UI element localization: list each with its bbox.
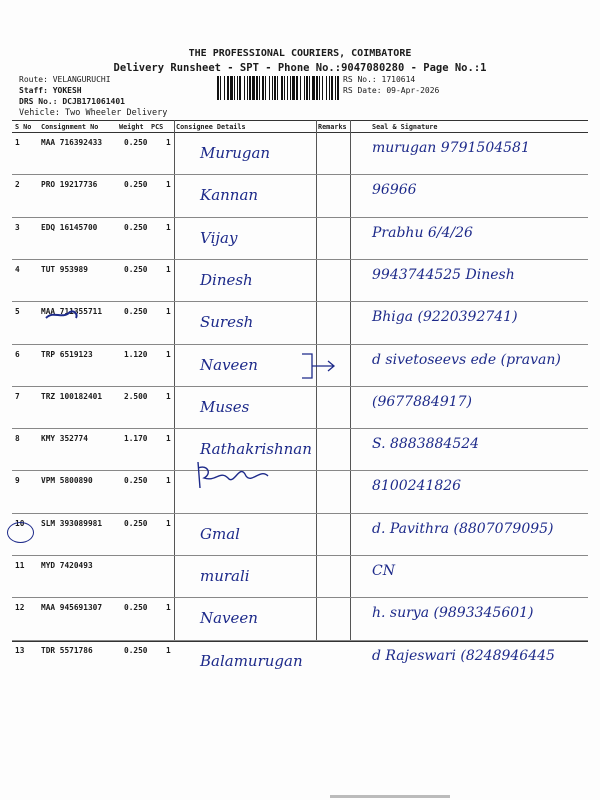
- barcode-bar: [262, 76, 264, 100]
- barcode-bar: [274, 76, 276, 100]
- barcode-bar: [296, 76, 298, 100]
- handwritten-signature: 9943744525 Dinesh: [372, 267, 515, 283]
- row-pcs: 1: [166, 519, 171, 528]
- row-separator: [12, 259, 588, 260]
- consignment-scribble-mark: [44, 308, 80, 322]
- staff-text: Staff: YOKESH: [19, 86, 82, 95]
- row-weight: 0.250: [124, 603, 148, 612]
- col-header-weight: Weight: [119, 123, 144, 131]
- row-9-signature-scribble: [194, 458, 272, 494]
- barcode-bar: [256, 76, 258, 100]
- row-pcs: 1: [166, 646, 171, 655]
- row-pcs: 1: [166, 307, 171, 316]
- barcode-bar: [326, 76, 327, 100]
- meta-right: [343, 74, 439, 96]
- row-consignment-no: EDQ 16145700: [41, 223, 98, 232]
- row-sno: 4: [15, 265, 20, 274]
- barcode-bar: [319, 76, 320, 100]
- barcode-bar: [322, 76, 323, 100]
- barcode-bar: [292, 76, 295, 100]
- handwritten-signature: S. 8883884524: [372, 436, 480, 452]
- row-pcs: 1: [166, 392, 171, 401]
- barcode-bar: [281, 76, 283, 100]
- consignee-handwritten-name: Vijay: [200, 229, 238, 247]
- consignee-handwritten-name: Balamurugan: [200, 652, 303, 670]
- row-weight: 1.120: [124, 350, 148, 359]
- barcode-bar: [316, 76, 318, 100]
- col-header-sno: S No: [15, 123, 32, 131]
- row-sno: 3: [15, 223, 20, 232]
- barcode-bar: [227, 76, 229, 100]
- row-pcs: 1: [166, 476, 171, 485]
- barcode-bar: [247, 76, 248, 100]
- row-separator: [12, 386, 588, 387]
- barcode-bar: [287, 76, 288, 100]
- col-header-consignment: Consignment No: [41, 123, 99, 131]
- row-sno: 2: [15, 180, 20, 189]
- row-sno: 7: [15, 392, 20, 401]
- barcode-bar: [230, 76, 233, 100]
- barcode-bar: [284, 76, 285, 100]
- consignee-handwritten-name: Suresh: [200, 313, 254, 331]
- row-sno: 1: [15, 138, 20, 147]
- barcode-bar: [217, 76, 219, 100]
- barcode-bar: [290, 76, 291, 100]
- barcode-bar: [220, 76, 221, 100]
- row-weight: 0.250: [124, 646, 148, 655]
- row-consignment-no: MAA 945691307: [41, 603, 103, 612]
- table-bottom-rule: [12, 641, 588, 642]
- row-sno: 8: [15, 434, 20, 443]
- consignee-handwritten-name: Murugan: [200, 144, 271, 162]
- row-sno: 11: [15, 561, 25, 570]
- handwritten-signature: 8100241826: [372, 478, 462, 494]
- barcode-bar: [234, 76, 235, 100]
- row-separator: [12, 217, 588, 218]
- consignee-handwritten-name: Naveen: [200, 609, 258, 627]
- barcode-bar: [249, 76, 251, 100]
- handwritten-signature: h. surya (9893345601): [372, 605, 534, 621]
- consignee-handwritten-name: murali: [200, 567, 250, 585]
- row-sno: 13: [15, 646, 25, 655]
- barcode-bar: [244, 76, 245, 100]
- col-header-seal: Seal & Signature: [372, 123, 438, 131]
- row-consignment-no: MAA 711355711: [41, 307, 103, 316]
- barcode-bar: [304, 76, 305, 100]
- handwritten-signature: 96966: [372, 182, 417, 198]
- row-consignment-no: TRP 6519123: [41, 350, 93, 359]
- row-separator: [12, 428, 588, 429]
- row-weight: 0.250: [124, 138, 148, 147]
- row-consignment-no: PRO 19217736: [41, 180, 98, 189]
- barcode-bar: [224, 76, 225, 100]
- consignee-handwritten-name: Muses: [200, 398, 250, 416]
- row-separator: [12, 301, 588, 302]
- row-sno: 6: [15, 350, 20, 359]
- vehicle-text: Vehicle: Two Wheeler Delivery: [19, 108, 168, 118]
- row-weight: 0.250: [124, 476, 148, 485]
- row-consignment-no: TDR 5571786: [41, 646, 93, 655]
- header-bottom-rule: [12, 132, 588, 133]
- barcode-graphic: [217, 76, 339, 100]
- row-consignment-no: TRZ 100182401: [41, 392, 103, 401]
- row-weight: 1.170: [124, 434, 148, 443]
- row-consignment-no: MYD 7420493: [41, 561, 93, 570]
- route-text: Route: VELANGURUCHI: [19, 75, 111, 84]
- barcode-bar: [239, 76, 241, 100]
- barcode-bar: [272, 76, 273, 100]
- row-separator: [12, 597, 588, 598]
- row-weight: 2.500: [124, 392, 148, 401]
- row-consignment-no: TUT 953989: [41, 265, 88, 274]
- col-header-consignee: Consignee Details: [176, 123, 246, 131]
- row-consignment-no: MAA 716392433: [41, 138, 103, 147]
- row-separator: [12, 174, 588, 175]
- handwritten-signature: (9677884917): [372, 394, 472, 410]
- row-weight: 0.250: [124, 307, 148, 316]
- barcode-bar: [300, 76, 301, 100]
- col-header-remarks: Remarks: [318, 123, 347, 131]
- row-separator: [12, 344, 588, 345]
- row-sno: 9: [15, 476, 20, 485]
- row-pcs: 1: [166, 350, 171, 359]
- row-weight: 0.250: [124, 519, 148, 528]
- row-separator: [12, 513, 588, 514]
- barcode-bar: [237, 76, 238, 100]
- consignee-handwritten-name: Dinesh: [200, 271, 253, 289]
- handwritten-signature: d. Pavithra (8807079095): [372, 521, 554, 537]
- barcode-bar: [306, 76, 308, 100]
- footer-mark: [330, 795, 450, 798]
- row-consignment-no: SLM 393089981: [41, 519, 103, 528]
- row-separator: [12, 555, 588, 556]
- barcode-bar: [331, 76, 333, 100]
- handwritten-signature: murugan 9791504581: [372, 140, 530, 156]
- col-header-pcs: PCS: [151, 123, 164, 131]
- row-consignment-no: VPM 5800890: [41, 476, 93, 485]
- rs-no-text: RS No.: 1710614: [343, 75, 416, 84]
- handwritten-signature: d sivetoseevs ede (pravan): [372, 352, 561, 368]
- runsheet-subtitle: Delivery Runsheet - SPT - Phone No.:9047080280 - Page No.:1: [113, 62, 487, 74]
- barcode-bar: [335, 76, 336, 100]
- barcode-bar: [329, 76, 330, 100]
- row-pcs: 1: [166, 180, 171, 189]
- row-sno: 10: [15, 519, 25, 528]
- row-sno: 5: [15, 307, 20, 316]
- meta-left: [19, 74, 125, 107]
- row-weight: 0.250: [124, 180, 148, 189]
- row-sno: 12: [15, 603, 25, 612]
- row-weight: 0.250: [124, 223, 148, 232]
- ink-circle-row-11: [7, 522, 34, 543]
- barcode-bar: [277, 76, 278, 100]
- drs-text: DRS No.: DCJB171061401: [19, 97, 125, 106]
- col-divider-consignee: [174, 120, 175, 641]
- barcode-bar: [269, 76, 270, 100]
- handwritten-signature: CN: [372, 563, 395, 579]
- row-pcs: 1: [166, 223, 171, 232]
- consignee-handwritten-name: Gmal: [200, 525, 240, 543]
- barcode-bar: [259, 76, 260, 100]
- rs-date-text: RS Date: 09-Apr-2026: [343, 86, 440, 95]
- header-top-rule: [12, 120, 588, 121]
- barcode-bar: [309, 76, 310, 100]
- consignee-handwritten-name: Rathakrishnan: [200, 440, 312, 458]
- barcode-bar: [252, 76, 255, 100]
- row-pcs: 1: [166, 138, 171, 147]
- row-separator: [12, 470, 588, 471]
- handwritten-signature: d Rajeswari (8248946445: [372, 648, 555, 664]
- barcode-bar: [337, 76, 339, 100]
- handwritten-signature: Prabhu 6/4/26: [372, 225, 473, 241]
- barcode-bar: [312, 76, 315, 100]
- barcode-bar: [265, 76, 266, 100]
- handwritten-signature: Bhiga (9220392741): [372, 309, 518, 325]
- consignee-handwritten-name: Kannan: [200, 186, 259, 204]
- row-pcs: 1: [166, 603, 171, 612]
- row-weight: 0.250: [124, 265, 148, 274]
- row-pcs: 1: [166, 434, 171, 443]
- bracket-arrow-mark: [300, 352, 340, 382]
- consignee-handwritten-name: Naveen: [200, 356, 258, 374]
- row-pcs: 1: [166, 265, 171, 274]
- row-consignment-no: KMY 352774: [41, 434, 88, 443]
- col-divider-seal: [350, 120, 351, 641]
- company-title: THE PROFESSIONAL COURIERS, COIMBATORE: [188, 48, 412, 59]
